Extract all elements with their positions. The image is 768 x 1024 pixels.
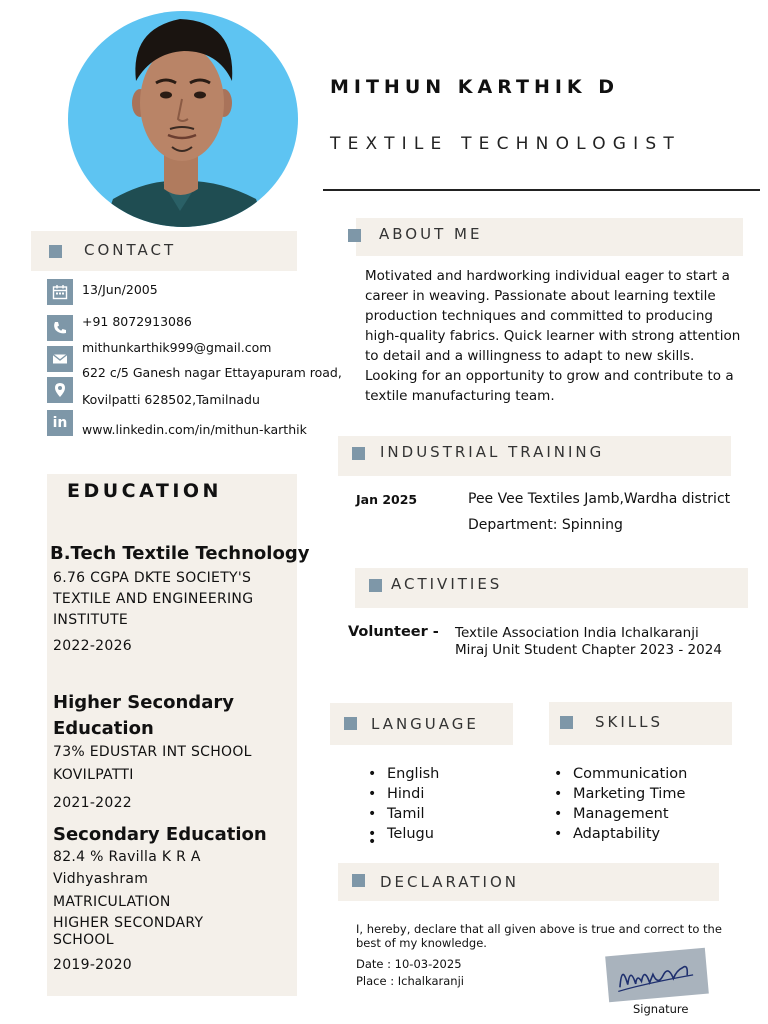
list-item: • Adaptability [551,824,687,844]
list-item: • Telugu [365,824,439,844]
job-title: TEXTILE TECHNOLOGIST [330,134,681,154]
portrait-illustration [68,11,298,227]
linkedin-url[interactable]: www.linkedin.com/in/mithun-karthik [82,422,307,437]
training-heading: INDUSTRIAL TRAINING [380,443,605,461]
activities-bullet-square [369,579,382,592]
training-department: Department: Spinning [468,517,623,533]
btech-line-1: 6.76 CGPA DKTE SOCIETY'S [53,570,252,586]
calendar-icon [47,279,73,305]
list-item: • Management [551,804,687,824]
skills-bullet-square [560,716,573,729]
secondary-line-4: HIGHER SECONDARY [53,915,204,931]
email-icon [47,346,73,372]
btech-degree: B.Tech Textile Technology [50,543,310,564]
btech-line-3: INSTITUTE [53,612,129,628]
btech-line-2: TEXTILE AND ENGINEERING [53,591,254,607]
activities-heading: ACTIVITIES [391,575,503,593]
empty-bullet: • [368,834,377,850]
contact-bullet-square [49,245,62,258]
secondary-years: 2019-2020 [53,957,133,973]
header-divider [323,189,760,191]
secondary-line-5: SCHOOL [53,932,114,948]
training-date: Jan 2025 [356,492,418,507]
list-item: • Tamil [365,804,439,824]
linkedin-icon: in [47,410,73,436]
list-item: • English [365,764,439,784]
date-of-birth: 13/Jun/2005 [82,282,158,297]
secondary-line-3: MATRICULATION [53,894,171,910]
declaration-place: Place : Ichalkaranji [356,974,464,988]
declaration-heading: DECLARATION [380,873,519,891]
email-address[interactable]: mithunkarthik999@gmail.com [82,340,272,355]
training-bullet-square [352,447,365,460]
phone-number: +91 8072913086 [82,314,192,329]
secondary-line-2: Vidhyashram [53,871,149,887]
declaration-text: I, hereby, declare that all given above is true and correct to the best of my knowledge. [356,922,722,950]
skills-heading: SKILLS [595,713,664,731]
activity-line-1: Textile Association India Ichalkaranji [455,625,699,641]
hsc-degree-line-1: Higher Secondary [53,692,234,713]
profile-photo [68,11,298,227]
candidate-name: MITHUN KARTHIK D [330,76,620,98]
declaration-date: Date : 10-03-2025 [356,957,462,971]
list-item: • Marketing Time [551,784,687,804]
hsc-line-1: 73% EDUSTAR INT SCHOOL [53,744,252,760]
education-heading: EDUCATION [67,480,222,502]
declaration-bullet-square [352,874,365,887]
language-bullet-square [344,717,357,730]
language-heading: LANGUAGE [371,715,479,733]
activity-line-2: Miraj Unit Student Chapter 2023 - 2024 [455,642,722,658]
signature-label: Signature [633,1002,689,1016]
location-pin-icon [47,377,73,403]
contact-heading: CONTACT [84,241,177,259]
hsc-degree-line-2: Education [53,718,154,739]
training-company: Pee Vee Textiles Jamb,Wardha district [468,491,731,507]
about-bullet-square [348,229,361,242]
address-line-2: Kovilpatti 628502,Tamilnadu [82,392,260,407]
hsc-years: 2021-2022 [53,795,133,811]
secondary-degree: Secondary Education [53,824,267,845]
about-heading: ABOUT ME [379,225,483,243]
list-item: • Communication [551,764,687,784]
skills-list [551,764,687,844]
btech-years: 2022-2026 [53,638,133,654]
phone-icon [47,315,73,341]
secondary-line-1: 82.4 % Ravilla K R A [53,849,201,865]
hsc-line-2: KOVILPATTI [53,767,134,783]
address-line-1: 622 c/5 Ganesh nagar Ettayapuram road, [82,365,342,380]
list-item: • Hindi [365,784,439,804]
language-list [365,764,439,844]
activity-role: Volunteer - [348,624,439,640]
signature-image [605,948,709,1003]
about-text: Motivated and hardworking individual eager to start a career in weaving. Passionate about learning textile production techniques and committed to producing high-quality fabrics. Quick learner with strong attention to detail and a willingness to adapt to new skills. Looking for an opportunity to grow and contribute to a textile manufacturing team. [365,268,741,404]
